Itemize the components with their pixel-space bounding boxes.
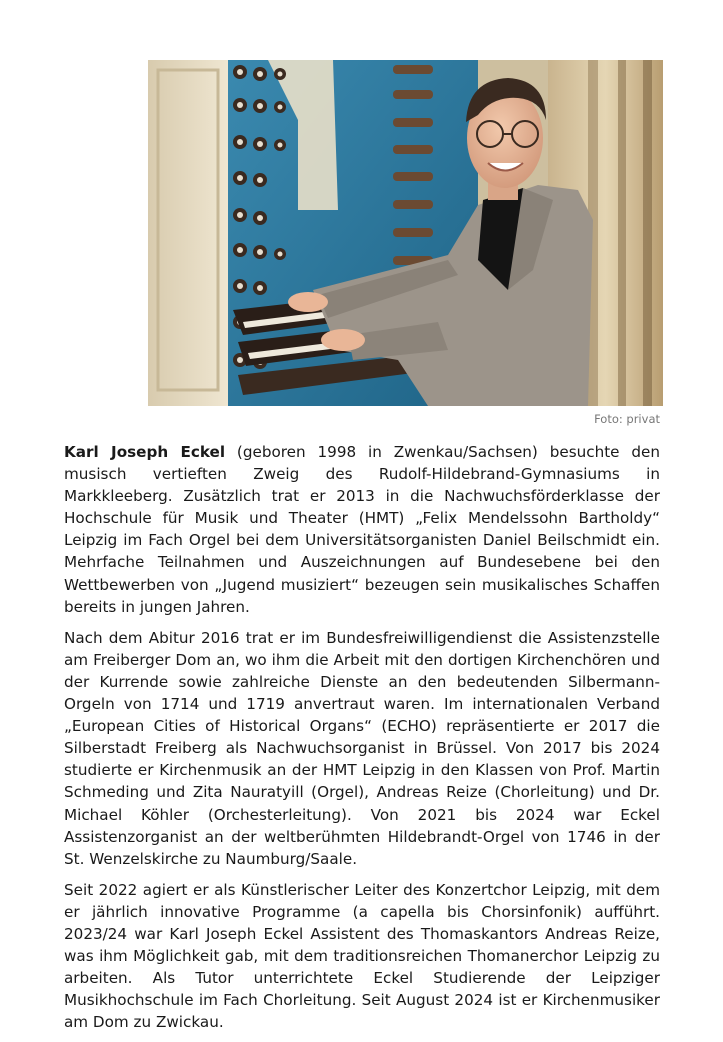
portrait-photo bbox=[148, 60, 663, 406]
person-name: Karl Joseph Eckel bbox=[64, 443, 226, 461]
paragraph-3: Seit 2022 agiert er als Künstlerischer Leiter des Konzertchor Leipzig, mit dem er jährlich innovative Programme (a capella bis Chorsinfonik) aufführt. 2023/24 war Karl Joseph Eckel Assistent des Thomaskantors Andreas Reize, was ihm Möglichkeit gab, mit dem traditionsreichen Thomanerchor Leipzig zu arbeiten. Als Tutor unterrichtete Eckel Studierende der Leipziger Musikhochschule im Fach Chorleitung. Seit August 2024 ist er Kirchenmusiker am Dom zu Zwickau. bbox=[64, 880, 660, 1032]
paragraph-1-text: (geboren 1998 in Zwenkau/Sachsen) besuchte den musisch vertieften Zweig des Rudolf-Hildebrand-Gymnasiums in Markkleeberg. Zusätzlich trat er 2013 in die Nachwuchsförderklasse der Hochschule für Musik und Theater (HMT) „Felix Mendelssohn Bartholdy“ Leipzig im Fach Orgel bei dem Universitätsorganisten Daniel Beilschmidt ein. Mehrfache Teilnahmen und Auszeichnungen auf Bundesebene bei den Wettbewerben von „Jugend musiziert“ bezeugen sein musikalisches Schaffen bereits in jungen Jahren. bbox=[64, 443, 660, 616]
paragraph-1 bbox=[64, 441, 660, 618]
paragraph-2: Nach dem Abitur 2016 trat er im Bundesfreiwilligendienst die Assistenzstelle am Freiberger Dom an, wo ihm die Arbeit mit den dortigen Kirchenchören und der Kurrende sowie zahlreiche Dienste an den bedeutenden Silbermann-Orgeln von 1714 und 1719 anvertraut waren. Im internationalen Verband „European Cities of Historical Organs“ (ECHO) repräsentierte er 2017 die Silberstadt Freiberg als Nachwuchsorganist in Brüssel. Von 2017 bis 2024 studierte er Kirchenmusik an der HMT Leipzig in den Klassen von Prof. Martin Schmeding und Zita Nauratyill (Orgel), Andreas Reize (Chorleitung) und Dr. Michael Köhler (Orchesterleitung). Von 2021 bis 2024 war Eckel Assistenzorganist an der weltberühmten Hildebrandt-Orgel von 1746 in der St. Wenzelskirche zu Naumburg/Saale. bbox=[64, 628, 660, 868]
biography-text bbox=[64, 441, 660, 1042]
photo-credit: Foto: privat bbox=[594, 412, 660, 426]
